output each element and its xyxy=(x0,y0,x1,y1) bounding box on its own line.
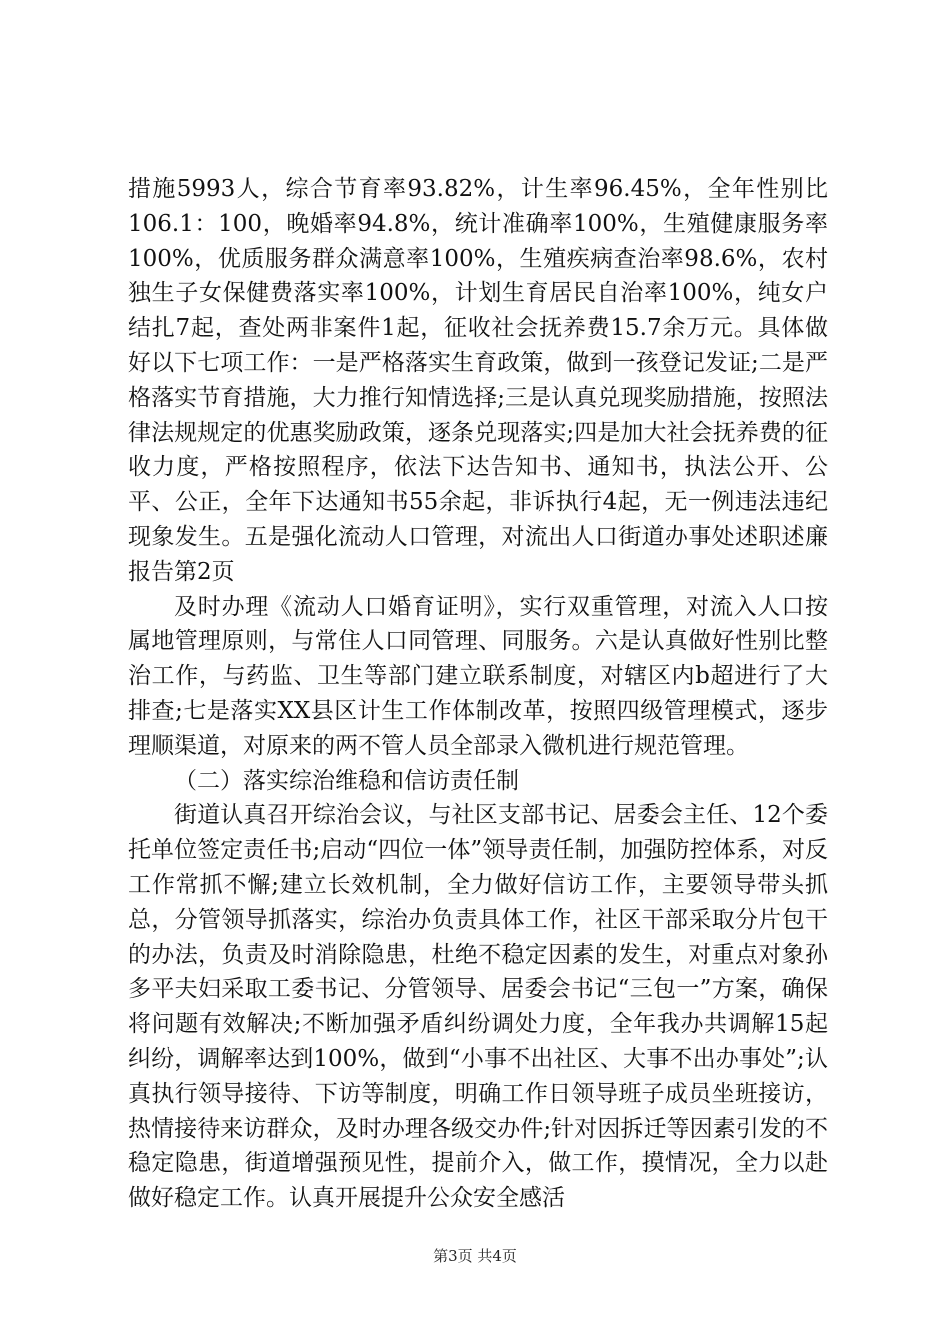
paragraph-migrant-management: 及时办理《流动人口婚育证明》，实行双重管理，对流入人口按属地管理原则，与常住人口同管理、同服务。六是认真做好性别比整治工作，与药监、卫生等部门建立联系制度，对辖区内b超进行了大排查;七是落实XX县区计生工作体制改革，按照四级管理模式，逐步理顺渠道，对原来的两不管人员全部录入微机进行规范管理。 xyxy=(128,593,828,759)
document-body xyxy=(128,172,828,1216)
page-footer: 第3页 共4页 xyxy=(433,1247,517,1265)
section-heading: （二）落实综治维稳和信访责任制 xyxy=(174,767,519,794)
paragraph-stability-petition: 街道认真召开综治会议，与社区支部书记、居委会主任、12个委托单位签定责任书;启动“四位一体”领导责任制，加强防控体系，对反工作常抓不懈;建立长效机制，全力做好信访工作，主要领导带头抓总，分管领导抓落实，综治办负责具体工作，社区干部采取分片包干的办法，负责及时消除隐患，杜绝不稳定因素的发生，对重点对象孙多平夫妇采取工委书记、分管领导、居委会书记“三包一”方案，确保将问题有效解决;不断加强矛盾纠纷调处力度，全年我办共调解15起纠纷，调解率达到100%，做到“小事不出社区、大事不出办事处”;认真执行领导接待、下访等制度，明确工作日领导班子成员坐班接访，热情接待来访群众，及时办理各级交办件;针对因拆迁等因素引发的不稳定隐患，街道增强预见性，提前介入，做工作，摸情况，全力以赴做好稳定工作。认真开展提升公众安全感活 xyxy=(128,802,828,1212)
paragraph-continuation: 措施5993人，综合节育率93.82%，计生率96.45%，全年性别比106.1：100，晚婚率94.8%，统计准确率100%，生殖健康服务率100%，优质服务群众满意率100%，生殖疾病查治率98.6%，农村独生子女保健费落实率100%，计划生育居民自治率100%，纯女户结扎7起，查处两非案件1起，征收社会抚养费15.7余万元。具体做好以下七项工作：一是严格落实生育政策，做到一孩登记发证;二是严格落实节育措施，大力推行知情选择;三是认真兑现奖励措施，按照法律法规规定的优惠奖励政策，逐条兑现落实;四是加大社会抚养费的征收力度，严格按照程序，依法下达告知书、通知书，执法公开、公平、公正，全年下达通知书55余起，非诉执行4起，无一例违法违纪现象发生。五是强化流动人口管理，对流出人口街道办事处述职述廉报告第2页 xyxy=(128,176,828,585)
